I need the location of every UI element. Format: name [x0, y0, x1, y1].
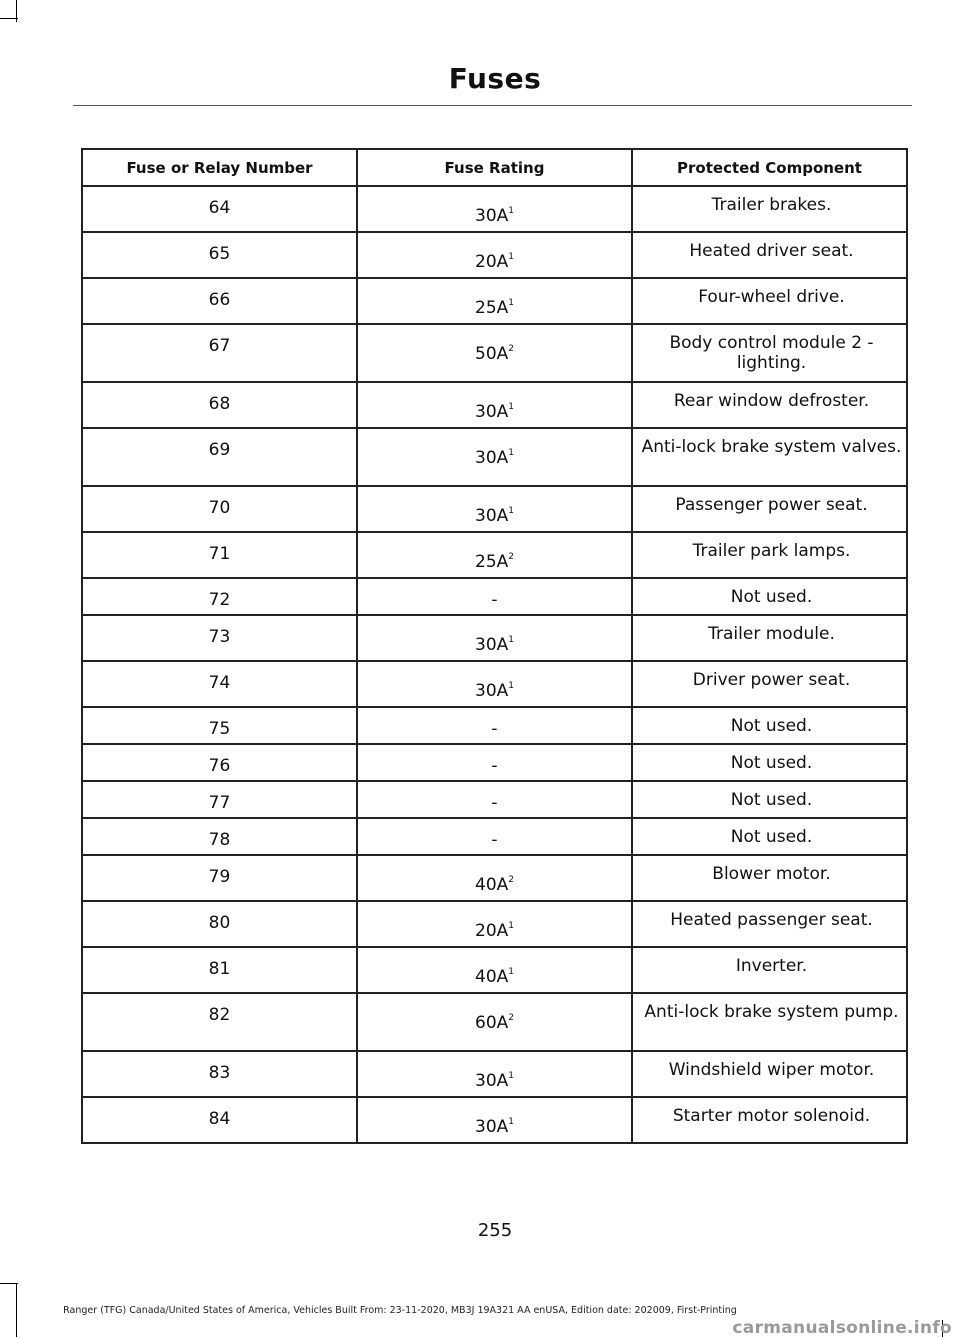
- fuse-rating-cell: [357, 661, 632, 707]
- fuse-number: 76: [208, 756, 231, 776]
- fuse-number: 79: [208, 867, 231, 887]
- fuse-rating-cell: [357, 578, 632, 615]
- fuse-number-cell: [82, 1051, 357, 1097]
- fuse-rating: [358, 579, 631, 610]
- fuse-rating-value: 20A: [475, 921, 509, 941]
- fuse-number-cell: [82, 532, 357, 578]
- fuse-rating-value: 25A: [475, 552, 509, 572]
- fuse-rating-cell: [357, 532, 632, 578]
- fuse-rating: [358, 948, 631, 987]
- fuse-number-cell: [82, 278, 357, 324]
- fuse-number: 77: [208, 793, 231, 813]
- table-row: [82, 278, 907, 324]
- fuse-rating-cell: [357, 486, 632, 532]
- table-row: [82, 1051, 907, 1097]
- fuse-table: [81, 148, 908, 1144]
- fuse-number-cell: [82, 744, 357, 781]
- fuse-rating-cell: [357, 1051, 632, 1097]
- column-header-fuse-rating: Fuse Rating: [357, 149, 632, 186]
- footnote-marker: 1: [508, 252, 514, 262]
- fuse-number-cell: [82, 855, 357, 901]
- footnote-marker: 1: [508, 967, 514, 977]
- fuse-number: 72: [208, 590, 231, 610]
- protected-component-cell: [632, 428, 907, 486]
- protected-component-cell: [632, 707, 907, 744]
- fuse-rating-value: 40A: [475, 967, 509, 987]
- column-header-fuse-number: Fuse or Relay Number: [82, 149, 357, 186]
- footnote-marker: 1: [508, 448, 514, 458]
- fuse-rating: [358, 782, 631, 813]
- crop-mark-bottom-left-horizontal: [0, 1283, 18, 1284]
- fuse-number: 69: [208, 440, 231, 460]
- protected-component-cell: [632, 532, 907, 578]
- protected-component-cell: [632, 324, 907, 382]
- table-header-row: [82, 149, 907, 186]
- fuse-rating-cell: [357, 707, 632, 744]
- footnote-marker: 1: [508, 402, 514, 412]
- fuse-rating-cell: [357, 947, 632, 993]
- fuse-rating-cell: [357, 901, 632, 947]
- table-row: [82, 661, 907, 707]
- fuse-number: 82: [208, 1005, 231, 1025]
- footnote-marker: 2: [508, 344, 514, 354]
- edition-footer: Ranger (TFG) Canada/United States of America, Vehicles Built From: 23-11-2020, MB3J 19A321 AA enUSA, Edition date: 202009, First-Printing: [63, 1305, 737, 1316]
- fuse-rating: [358, 616, 631, 655]
- fuse-number-cell: [82, 947, 357, 993]
- fuse-rating-cell: [357, 232, 632, 278]
- fuse-rating-cell: [357, 186, 632, 232]
- fuse-table-body: [82, 186, 907, 1143]
- fuse-rating-cell: [357, 744, 632, 781]
- footnote-marker: 2: [508, 552, 514, 562]
- table-row: [82, 781, 907, 818]
- table-row: [82, 818, 907, 855]
- protected-component: Body control module 2 - lighting.: [669, 333, 874, 373]
- fuse-number-cell: [82, 901, 357, 947]
- protected-component: Not used.: [730, 753, 813, 773]
- fuse-rating: [358, 325, 631, 364]
- footnote-marker: 2: [508, 875, 514, 885]
- protected-component-cell: [632, 993, 907, 1051]
- protected-component: Passenger power seat.: [675, 495, 868, 515]
- protected-component-cell: [632, 947, 907, 993]
- table-row: [82, 993, 907, 1051]
- fuse-rating: [358, 187, 631, 226]
- protected-component-cell: [632, 744, 907, 781]
- fuse-number: 74: [208, 673, 231, 693]
- protected-component: Heated driver seat.: [689, 241, 854, 261]
- fuse-number-cell: [82, 1097, 357, 1143]
- fuse-rating-value: 50A: [475, 344, 509, 364]
- fuse-rating-cell: [357, 855, 632, 901]
- fuse-number-cell: [82, 232, 357, 278]
- fuse-rating: [358, 487, 631, 526]
- protected-component: Trailer park lamps.: [692, 541, 851, 561]
- fuse-number: 80: [208, 913, 231, 933]
- fuse-rating-cell: [357, 1097, 632, 1143]
- watermark: carmanualsonline.info: [732, 1318, 952, 1338]
- fuse-rating-value: 20A: [475, 252, 509, 272]
- page-title: Fuses: [448, 62, 542, 95]
- fuse-rating-value: 30A: [475, 1071, 509, 1091]
- fuse-rating-value: -: [491, 793, 498, 813]
- protected-component: Rear window defroster.: [673, 391, 870, 411]
- protected-component: Not used.: [730, 587, 813, 607]
- protected-component: Not used.: [730, 790, 813, 810]
- fuse-rating: [358, 902, 631, 941]
- fuse-number: 83: [208, 1063, 231, 1083]
- table-row: [82, 232, 907, 278]
- protected-component: Inverter.: [735, 956, 808, 976]
- protected-component: Heated passenger seat.: [670, 910, 873, 930]
- fuse-rating-value: -: [491, 719, 498, 739]
- table-row: [82, 615, 907, 661]
- protected-component-cell: [632, 186, 907, 232]
- table-row: [82, 324, 907, 382]
- fuse-rating-value: 30A: [475, 206, 509, 226]
- fuse-rating: [358, 994, 631, 1033]
- footnote-marker: 1: [508, 298, 514, 308]
- footnote-marker: 1: [508, 1117, 514, 1127]
- table-row: [82, 901, 907, 947]
- fuse-rating: [358, 708, 631, 739]
- protected-component: Blower motor.: [712, 864, 831, 884]
- fuse-rating-value: 60A: [475, 1013, 509, 1033]
- protected-component-cell: [632, 1051, 907, 1097]
- protected-component: Windshield wiper motor.: [668, 1060, 875, 1080]
- table-row: [82, 486, 907, 532]
- protected-component-cell: [632, 901, 907, 947]
- table-row: [82, 428, 907, 486]
- fuse-rating-cell: [357, 993, 632, 1051]
- fuse-number: 75: [208, 719, 231, 739]
- protected-component: Not used.: [730, 716, 813, 736]
- fuse-rating: [358, 533, 631, 572]
- fuse-number: 84: [208, 1109, 231, 1129]
- fuse-number-cell: [82, 382, 357, 428]
- protected-component: Four-wheel drive.: [698, 287, 845, 307]
- fuse-rating: [358, 383, 631, 422]
- fuse-number-cell: [82, 486, 357, 532]
- fuse-number-cell: [82, 428, 357, 486]
- fuse-number-cell: [82, 993, 357, 1051]
- table-row: [82, 855, 907, 901]
- fuse-rating: [358, 745, 631, 776]
- table-row: [82, 382, 907, 428]
- fuse-rating-value: 30A: [475, 635, 509, 655]
- fuse-number-cell: [82, 781, 357, 818]
- protected-component: Driver power seat.: [692, 670, 851, 690]
- fuse-rating-cell: [357, 324, 632, 382]
- fuse-rating-cell: [357, 428, 632, 486]
- fuse-rating-value: 40A: [475, 875, 509, 895]
- fuse-rating: [358, 856, 631, 895]
- footnote-marker: 1: [508, 206, 514, 216]
- fuse-number: 66: [208, 290, 231, 310]
- protected-component: Starter motor solenoid.: [672, 1106, 871, 1126]
- protected-component: Trailer module.: [708, 624, 835, 644]
- protected-component-cell: [632, 781, 907, 818]
- fuse-number: 81: [208, 959, 231, 979]
- protected-component-cell: [632, 1097, 907, 1143]
- fuse-number-cell: [82, 578, 357, 615]
- fuse-number-cell: [82, 324, 357, 382]
- fuse-rating: [358, 1098, 631, 1137]
- protected-component: Not used.: [730, 827, 813, 847]
- table-row: [82, 578, 907, 615]
- footnote-marker: 1: [508, 1071, 514, 1081]
- fuse-rating-value: -: [491, 756, 498, 776]
- table-row: [82, 1097, 907, 1143]
- fuse-rating-value: 25A: [475, 298, 509, 318]
- fuse-rating-cell: [357, 615, 632, 661]
- fuse-rating-cell: [357, 781, 632, 818]
- fuse-number: 70: [208, 498, 231, 518]
- footnote-marker: 1: [508, 506, 514, 516]
- fuse-number-cell: [82, 615, 357, 661]
- protected-component: Trailer brakes.: [711, 195, 832, 215]
- column-header-protected-component: Protected Component: [632, 149, 907, 186]
- fuse-rating-value: 30A: [475, 402, 509, 422]
- protected-component-cell: [632, 232, 907, 278]
- protected-component-cell: [632, 661, 907, 707]
- fuse-rating-cell: [357, 818, 632, 855]
- fuse-number: 67: [208, 336, 231, 356]
- table-row: [82, 947, 907, 993]
- protected-component-cell: [632, 855, 907, 901]
- protected-component: Anti-lock brake system pump.: [644, 1002, 899, 1022]
- fuse-number-cell: [82, 818, 357, 855]
- protected-component: Anti-lock brake system valves.: [641, 437, 902, 457]
- title-divider: [73, 105, 912, 106]
- fuse-rating-value: 30A: [475, 448, 509, 468]
- fuse-rating: [358, 233, 631, 272]
- fuse-number: 71: [208, 544, 231, 564]
- fuse-rating-value: 30A: [475, 1117, 509, 1137]
- fuse-rating-value: 30A: [475, 681, 509, 701]
- fuse-number: 73: [208, 627, 231, 647]
- fuse-rating: [358, 819, 631, 850]
- protected-component-cell: [632, 486, 907, 532]
- protected-component-cell: [632, 818, 907, 855]
- fuse-rating: [358, 279, 631, 318]
- table-row: [82, 532, 907, 578]
- crop-mark-top-left-horizontal: [0, 18, 18, 19]
- table-row: [82, 707, 907, 744]
- protected-component-cell: [632, 615, 907, 661]
- fuse-number-cell: [82, 186, 357, 232]
- fuse-number-cell: [82, 707, 357, 744]
- fuse-rating: [358, 662, 631, 701]
- fuse-number: 65: [208, 244, 231, 264]
- fuse-rating-value: -: [491, 590, 498, 610]
- table-row: [82, 744, 907, 781]
- fuse-rating-cell: [357, 382, 632, 428]
- fuse-number: 68: [208, 394, 231, 414]
- fuse-number-cell: [82, 661, 357, 707]
- fuse-rating: [358, 429, 631, 468]
- fuse-rating: [358, 1052, 631, 1091]
- protected-component-cell: [632, 578, 907, 615]
- footnote-marker: 1: [508, 635, 514, 645]
- fuse-rating-value: 30A: [475, 506, 509, 526]
- footnote-marker: 1: [508, 681, 514, 691]
- fuse-number: 64: [208, 198, 231, 218]
- footnote-marker: 2: [508, 1013, 514, 1023]
- fuse-number: 78: [208, 830, 231, 850]
- table-row: [82, 186, 907, 232]
- fuse-rating-value: -: [491, 830, 498, 850]
- fuse-rating-cell: [357, 278, 632, 324]
- protected-component-cell: [632, 382, 907, 428]
- protected-component-cell: [632, 278, 907, 324]
- footnote-marker: 1: [508, 921, 514, 931]
- page-number: 255: [477, 1220, 513, 1241]
